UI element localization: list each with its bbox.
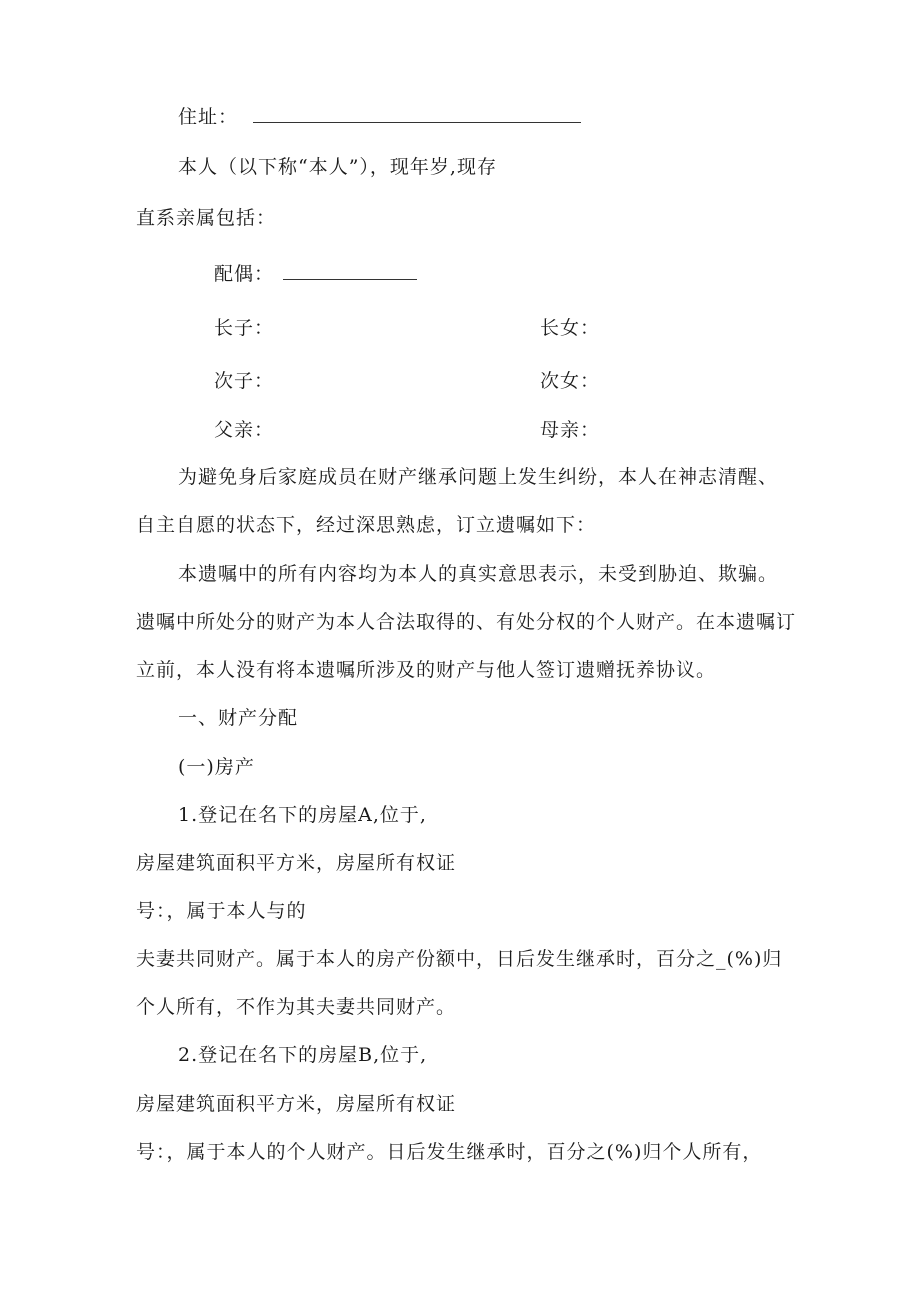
paragraph1-line1: 为避免身后家庭成员在财产继承问题上发生纠纷，本人在神志清醒、 <box>178 466 779 488</box>
father-label: 父亲： <box>214 419 275 441</box>
address-blank[interactable] <box>253 104 581 123</box>
second-son-label: 次子： <box>214 370 275 392</box>
section1-title: 一、财产分配 <box>178 707 299 729</box>
paragraph2-line1: 本遗嘱中的所有内容均为本人的真实意思表示，未受到胁迫、欺骗。 <box>178 563 779 585</box>
item1-line3: 号：，属于本人与的 <box>136 900 307 922</box>
eldest-daughter-label: 长女： <box>540 317 601 339</box>
spouse-line <box>214 261 417 286</box>
self-intro: 本人（以下称“本人”），现年岁,现存 <box>178 156 497 178</box>
relatives-intro: 直系亲属包括： <box>136 207 277 229</box>
spouse-label: 配偶： <box>214 263 275 285</box>
spouse-blank[interactable] <box>283 261 417 280</box>
second-daughter-label: 次女： <box>540 370 601 392</box>
paragraph2-line2: 遗嘱中所处分的财产为本人合法取得的、有处分权的个人财产。在本遗嘱订 <box>136 611 797 633</box>
item1-line4: 夫妻共同财产。属于本人的房产份额中，日后发生继承时，百分之_(%)归 <box>136 948 783 970</box>
subsection1-title: (一)房产 <box>178 756 255 778</box>
address-label: 住址： <box>178 106 239 128</box>
mother-label: 母亲： <box>540 419 601 441</box>
item2-line2: 房屋建筑面积平方米，房屋所有权证 <box>136 1093 457 1115</box>
paragraph2-line3: 立前，本人没有将本遗嘱所涉及的财产与他人签订遗赠抚养协议。 <box>136 659 717 681</box>
item2-line1: 2.登记在名下的房屋B,位于, <box>178 1044 428 1066</box>
item1-line1: 1.登记在名下的房屋A,位于, <box>178 804 427 826</box>
eldest-son-label: 长子： <box>214 317 275 339</box>
item1-line2: 房屋建筑面积平方米，房屋所有权证 <box>136 852 457 874</box>
item2-line3: 号：，属于本人的个人财产。日后发生继承时，百分之(%)归个人所有， <box>136 1141 763 1163</box>
paragraph1-line2: 自主自愿的状态下，经过深思熟虑，订立遗嘱如下： <box>136 514 597 536</box>
address-line <box>178 104 581 129</box>
item1-line5: 个人所有，不作为其夫妻共同财产。 <box>136 996 457 1018</box>
